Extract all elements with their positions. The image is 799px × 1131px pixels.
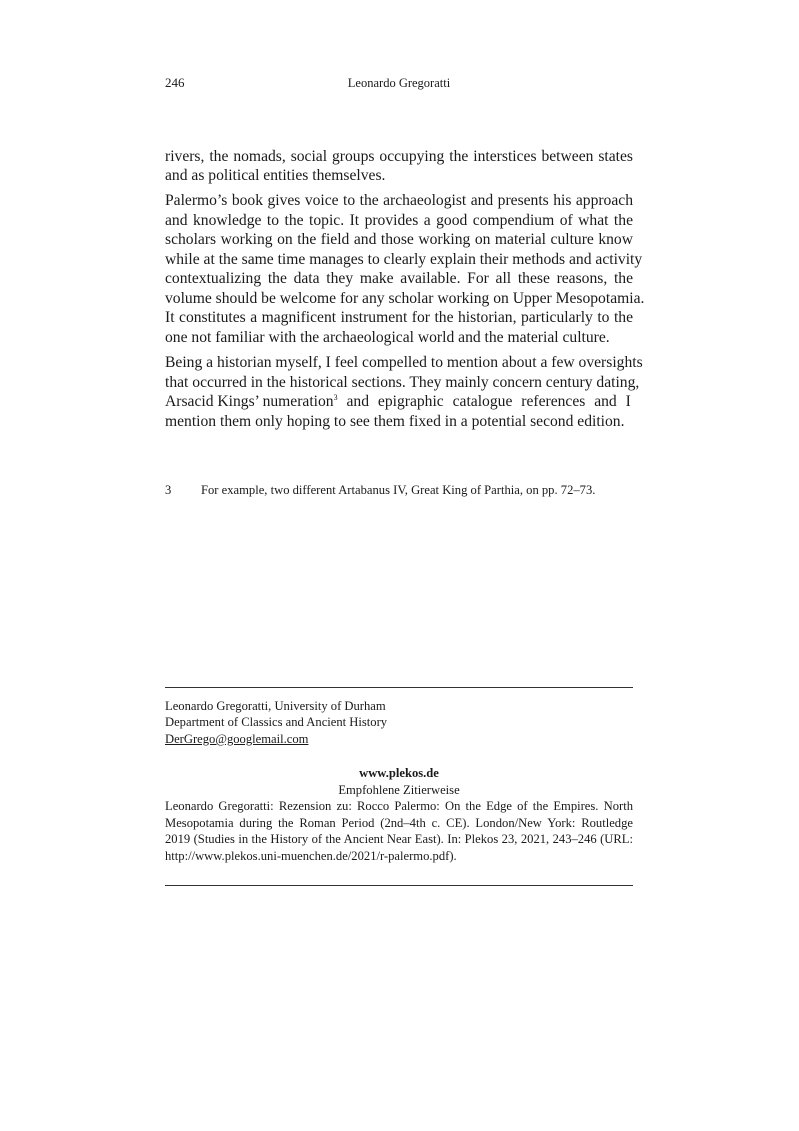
text-line: Being a historian myself, I feel compelled to mention about a few oversights: [165, 354, 643, 371]
text-line: volume should be welcome for any scholar working on Upper Mesopotamia.: [165, 289, 645, 307]
footnote-ref[interactable]: 3: [333, 393, 338, 402]
text-line: and knowledge to the topic. It provides a good compendium of what the: [165, 211, 633, 229]
line-segment: [165, 393, 631, 411]
footnote-number: 3: [165, 483, 172, 497]
text-line: one not familiar with the archaeological world and the material culture.: [165, 328, 610, 346]
text-line: rivers, the nomads, social groups occupying the interstices between states: [165, 148, 633, 165]
citation-line: Leonardo Gregoratti: Rezension zu: Rocco Palermo: On the Edge of the Empires. North: [165, 799, 633, 813]
citation-line: Mesopotamia during the Roman Period (2nd–4th c. CE). London/New York: Routledge: [165, 815, 633, 830]
text-line: contextualizing the data they make available. For all these reasons, the: [165, 270, 633, 287]
divider: [165, 687, 633, 688]
citation-line: 2019 (Studies in the History of the Ancient Near East). In: Plekos 23, 2021, 243–246 (URL:: [165, 832, 633, 846]
citation-heading: Empfohlene Zitierweise: [338, 783, 460, 797]
text: and epigraphic catalogue references and I: [337, 393, 631, 410]
author-department: Department of Classics and Ancient History: [165, 715, 388, 729]
text-line: that occurred in the historical sections. They mainly concern century dating,: [165, 373, 640, 391]
text-line: scholars working on the field and those working on material culture know: [165, 231, 633, 248]
author-name: Leonardo Gregoratti, University of Durham: [165, 699, 386, 713]
text-line: It constitutes a magnificent instrument for the historian, particularly to the: [165, 309, 633, 326]
site-link[interactable]: www.plekos.de: [359, 766, 439, 780]
text: Arsacid Kings’ numeration: [165, 393, 334, 410]
running-title: Leonardo Gregoratti: [347, 76, 451, 90]
text-line: mention them only hoping to see them fixed in a potential second edition.: [165, 412, 625, 430]
text-line: while at the same time manages to clearly explain their methods and activity: [165, 250, 643, 268]
text-line: and as political entities themselves.: [165, 167, 386, 184]
text-line: [165, 393, 633, 411]
text-line: Palermo’s book gives voice to the archaeologist and presents his approach: [165, 192, 633, 209]
page-number: 246: [165, 75, 185, 90]
citation-url[interactable]: http://www.plekos.uni-muenchen.de/2021/r-palermo.pdf).: [165, 848, 457, 863]
footnote-text: For example, two different Artabanus IV, Great King of Parthia, on pp. 72–73.: [201, 483, 596, 497]
divider: [165, 885, 633, 886]
author-email-link[interactable]: DerGrego@googlemail.com: [165, 732, 309, 746]
